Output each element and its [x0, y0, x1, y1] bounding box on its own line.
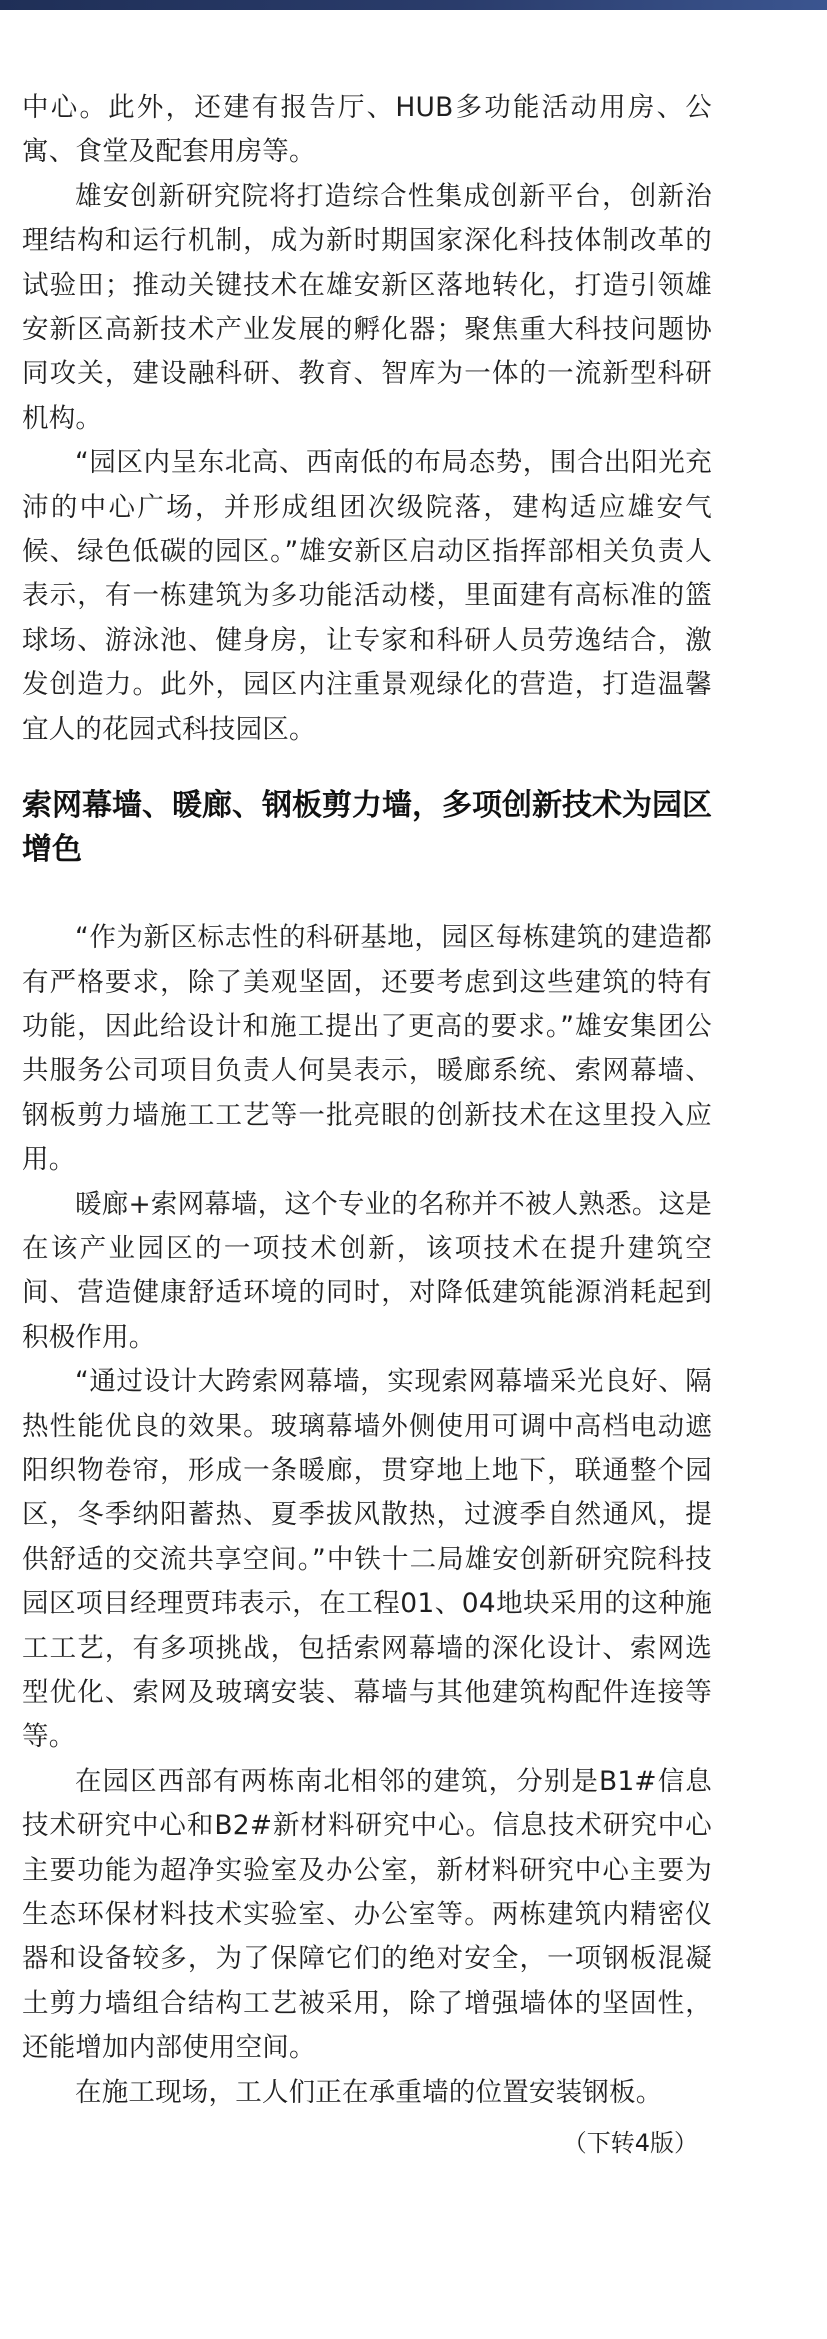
continued-on-page-note: （下转4版）: [562, 2129, 698, 2158]
top-decorative-bar: [0, 0, 827, 10]
article-column: [22, 86, 712, 2163]
paragraph-6: “通过设计大跨索网幕墙，实现索网幕墙采光良好、隔热性能优良的效果。玻璃幕墙外侧使用可调中高档电动遮阳织物卷帘，形成一条暖廊，贯穿地上地下，联通整个园区，冬季纳阳蓄热、夏季拔风散热，过渡季自然通风，提供舒适的交流共享空间。”中铁十二局雄安创新研究院科技园区项目经理贾玮表示，在工程01、04地块采用的这种施工工艺，有多项挑战，包括索网幕墙的深化设计、索网选型优化、索网及玻璃安装、幕墙与其他建筑构配件连接等等。: [22, 1366, 712, 1753]
paragraph-8: 在施工现场，工人们正在承重墙的位置安装钢板。: [75, 2076, 663, 2108]
section-heading: 索网幕墙、暖廊、钢板剪力墙，多项创新技术为园区增色: [22, 788, 712, 868]
paragraph-1: 中心。此外，还建有报告厅、HUB多功能活动用房、公寓、食堂及配套用房等。: [22, 92, 712, 168]
paragraph-2: 雄安创新研究院将打造综合性集成创新平台，创新治理结构和运行机制，成为新时期国家深化科技体制改革的试验田；推动关键技术在雄安新区落地转化，打造引领雄安新区高新技术产业发展的孵化器；聚焦重大科技问题协同攻关，建设融科研、教育、智库为一体的一流新型科研机构。: [22, 180, 712, 434]
paragraph-4: “作为新区标志性的科研基地，园区每栋建筑的建造都有严格要求，除了美观坚固，还要考虑到这些建筑的特有功能，因此给设计和施工提出了更高的要求。”雄安集团公共服务公司项目负责人何昊表示，暖廊系统、索网幕墙、钢板剪力墙施工工艺等一批亮眼的创新技术在这里投入应用。: [22, 922, 712, 1176]
paragraph-5: 暖廊+索网幕墙，这个专业的名称并不被人熟悉。这是在该产业园区的一项技术创新，该项技术在提升建筑空间、营造健康舒适环境的同时，对降低建筑能源消耗起到积极作用。: [22, 1188, 712, 1353]
paragraph-7: 在园区西部有两栋南北相邻的建筑，分别是B1#信息技术研究中心和B2#新材料研究中心。信息技术研究中心主要功能为超净实验室及办公室，新材料研究中心主要为生态环保材料技术实验室、办公室等。两栋建筑内精密仪器和设备较多，为了保障它们的绝对安全，一项钢板混凝土剪力墙组合结构工艺被采用，除了增强墙体的坚固性，还能增加内部使用空间。: [22, 1765, 712, 2064]
paragraph-3: “园区内呈东北高、西南低的布局态势，围合出阳光充沛的中心广场，并形成组团次级院落，建构适应雄安气候、绿色低碳的园区。”雄安新区启动区指挥部相关负责人表示，有一栋建筑为多功能活动楼，里面建有高标准的篮球场、游泳池、健身房，让专家和科研人员劳逸结合，激发创造力。此外，园区内注重景观绿化的营造，打造温馨宜人的花园式科技园区。: [22, 447, 712, 745]
